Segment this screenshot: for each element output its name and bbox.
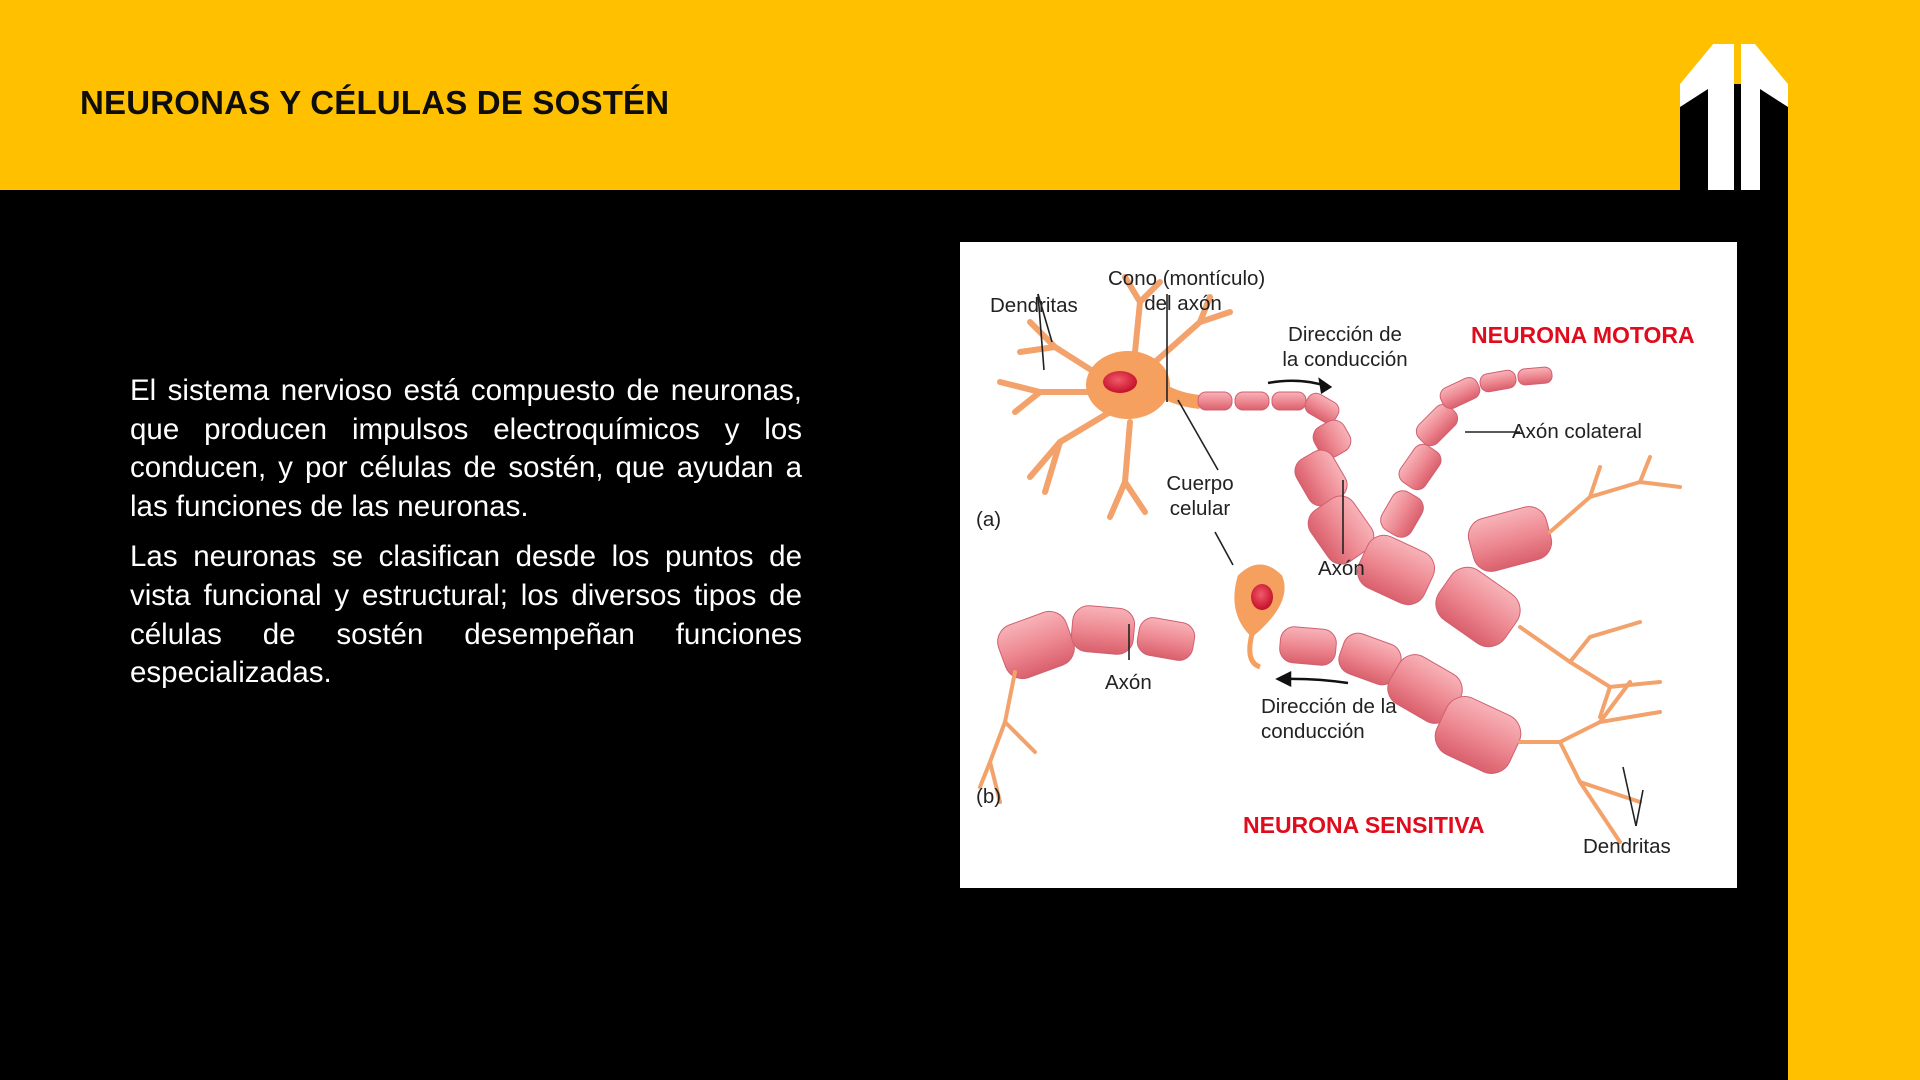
- body-text: [130, 372, 802, 705]
- label-panel-a: (a): [976, 508, 1002, 531]
- right-accent-strip: [1788, 0, 1920, 1080]
- label-axon-a: Axón: [1318, 557, 1365, 580]
- label-direccion-b: Dirección de la conducción: [1261, 695, 1397, 743]
- label-direccion-a: Dirección de la conducción: [1282, 323, 1408, 371]
- label-cono: Cono (montículo) del axón: [1108, 267, 1266, 315]
- label-neurona-motora: NEURONA MOTORA: [1471, 322, 1695, 348]
- label-axon-colateral: Axón colateral: [1512, 420, 1642, 443]
- label-axon-b: Axón: [1105, 671, 1152, 694]
- label-panel-b: (b): [976, 785, 1002, 808]
- label-neurona-sensitiva: NEURONA SENSITIVA: [1243, 812, 1485, 838]
- building-logo-icon: [1680, 44, 1788, 190]
- label-cuerpo-celular: Cuerpo celular: [1166, 472, 1234, 520]
- paragraph-1: El sistema nervioso está compuesto de neuronas, que producen impulsos electroquímicos y los conducen, y por células de sostén, que ayudan a las funciones de las neuronas.: [130, 374, 802, 523]
- slide-title: NEURONAS Y CÉLULAS DE SOSTÉN: [80, 84, 670, 121]
- neuron-diagram: [960, 242, 1737, 888]
- label-dendritas-a: Dendritas: [990, 294, 1078, 317]
- label-dendritas-b: Dendritas: [1583, 835, 1671, 858]
- paragraph-2: Las neuronas se clasifican desde los puntos de vista funcional y estructural; los diversos tipos de células de sostén desempeñan funciones especializadas.: [130, 540, 802, 690]
